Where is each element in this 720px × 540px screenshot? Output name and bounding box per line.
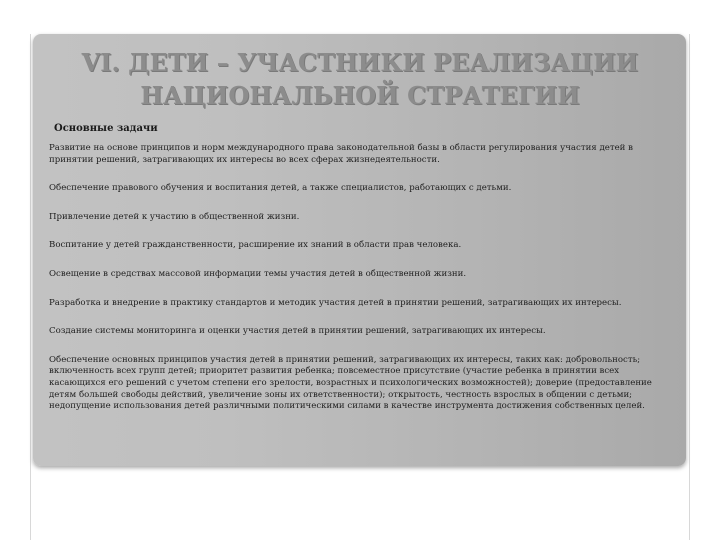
- task-item: Развитие на основе принципов и норм международного права законодательной базы в области регулирования участия детей в принятии решений, затрагивающих их интересы во всех сферах жизнедеятельности.: [49, 143, 633, 165]
- task-item: Создание системы мониторинга и оценки участия детей в принятии решений, затрагивающих их интересы.: [49, 326, 546, 337]
- task-item: Привлечение детей к участию в общественной жизни.: [49, 211, 300, 222]
- slide-title: [60, 46, 660, 112]
- task-item: Обеспечение основных принципов участия детей в принятии решений, затрагивающих их интересы, таких как: добровольность; включенность всех групп детей; приоритет развития ребенка; повсеместное присутствие (участие ребенка в принятии всех касающихся его решений с учетом степени его зрелости, возрастных и психологических возможностей); доверие (предоставление детям большей свободы действий, увеличение зоны их ответственности); открытость, честность взрослых в общении с детьми; недопущение использования детей различными политическими силами в качестве инструмента достижения собственных целей.: [49, 354, 652, 412]
- task-list: [49, 143, 665, 413]
- task-item: Освещение в средствах массовой информации темы участия детей в общественной жизни.: [49, 268, 467, 279]
- section-subheading: Основные задачи: [54, 123, 158, 134]
- title-line-1: VI. ДЕТИ – УЧАСТНИКИ РЕАЛИЗАЦИИ: [81, 48, 639, 77]
- task-item: Воспитание у детей гражданственности, расширение их знаний в области прав человека.: [49, 240, 462, 251]
- task-item: Обеспечение правового обучения и воспитания детей, а также специалистов, работающих с детьми.: [49, 183, 512, 194]
- task-item: Разработка и внедрение в практику стандартов и методик участия детей в принятии решений, затрагивающих их интересы.: [49, 297, 622, 308]
- title-line-2: НАЦИОНАЛЬНОЙ СТРАТЕГИИ: [140, 81, 580, 110]
